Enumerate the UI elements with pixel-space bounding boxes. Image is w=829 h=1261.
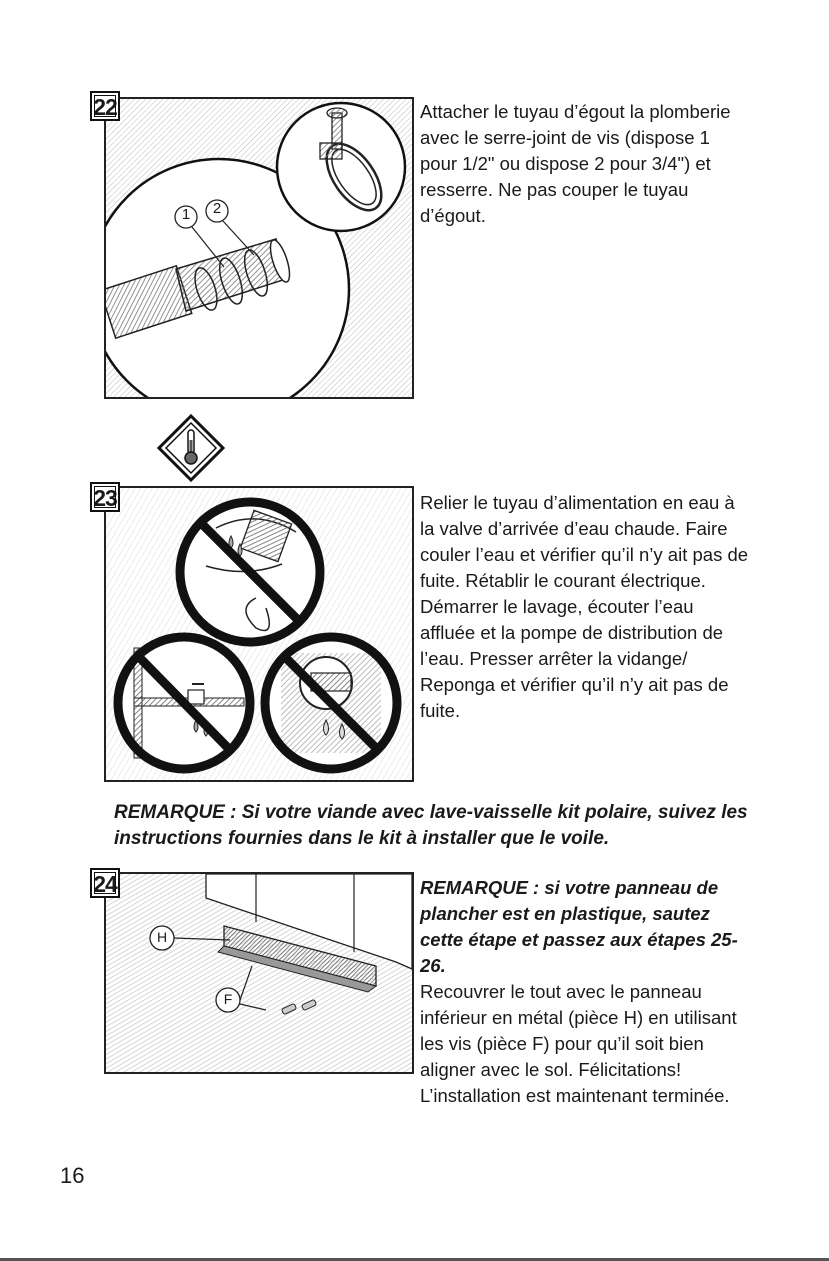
page-number: 16: [60, 1163, 85, 1188]
step-23-text: Relier le tuyau d’alimentation en eau à la valve d’arrivée d’eau chaude. Faire couler l’eau et vérifier qu’il n’y ait pas de fuite. Rétablir le courant électrique. Démarrer le lavage, écouter l’eau affluée et la pompe de distribution de l’eau. Presser arrêter la vidange/ Reponga et vérifier qu’il n’y ait pas de fuite.: [420, 492, 749, 721]
step-24-note: REMARQUE : si votre panneau de plancher est en plastique, sautez cette étape et passez aux étapes 25-26.: [420, 877, 738, 976]
thermometer-warning-icon: [155, 412, 227, 484]
step-22-number: 22: [90, 91, 120, 121]
step-23-number: 23: [90, 482, 120, 512]
callout-1: 1: [181, 206, 191, 223]
step-24-number: 24: [90, 868, 120, 898]
step-24-instructions: [420, 875, 738, 1109]
step-23-instructions: [420, 490, 750, 724]
step-22-instructions: [420, 99, 740, 229]
step-23-figure: [104, 486, 414, 782]
step-22-text: Attacher le tuyau d’égout la plomberie avec le serre-joint de vis (dispose 1 pour 1/2" ou dispose 2 pour 3/4") et resserre. Ne pas couper le tuyau d’égout.: [420, 101, 731, 226]
step-24-figure: [104, 872, 414, 1074]
label-f: F: [223, 991, 233, 1007]
callout-2: 2: [212, 200, 222, 217]
label-h: H: [156, 929, 168, 945]
step-24-text: Recouvrer le tout avec le panneau inférieur en métal (pièce H) en utilisant les vis (pièce F) pour qu’il soit bien aligner avec le sol. Félicitations! L’installation est maintenant terminée.: [420, 981, 737, 1106]
remark-polar-kit: REMARQUE : Si votre viande avec lave-vaisselle kit polaire, suivez les instructions fournies dans le kit à installer que le voile.: [114, 802, 748, 849]
step-22-figure: [104, 97, 414, 399]
